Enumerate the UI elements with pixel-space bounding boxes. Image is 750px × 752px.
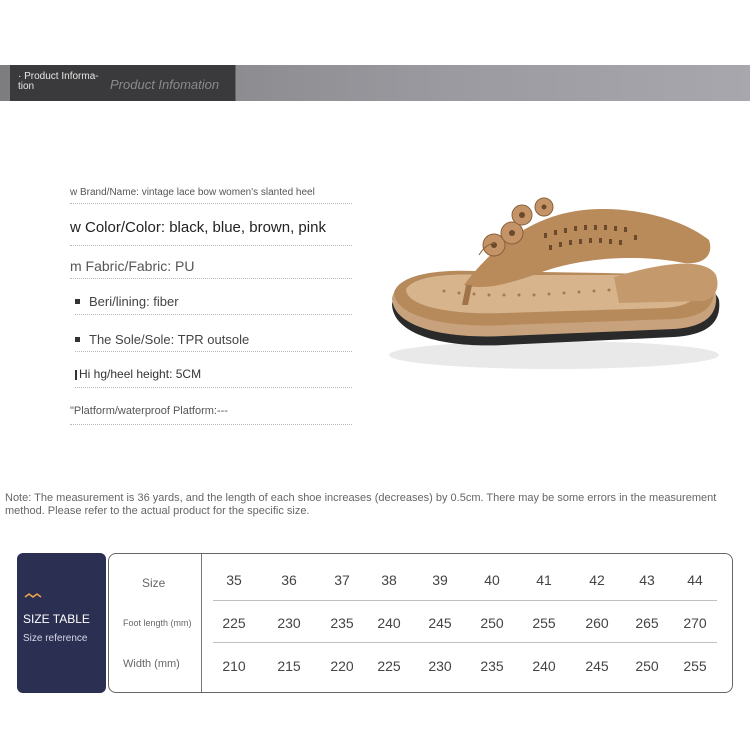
- wave-icon: [24, 591, 44, 601]
- foot-length-cell: 260: [585, 615, 609, 631]
- foot-length-cell: 245: [428, 615, 452, 631]
- width-cell: 225: [377, 658, 401, 674]
- size-cell: 35: [226, 572, 242, 588]
- spec-platform: "Platform/waterproof Platform:---: [70, 405, 352, 425]
- width-cell: 210: [222, 658, 246, 674]
- spec-brand: w Brand/Name: vintage lace bow women's slanted heel: [70, 187, 352, 204]
- foot-length-cell: 265: [635, 615, 659, 631]
- foot-length-cell: 270: [683, 615, 707, 631]
- spec-color: w Color/Color: black, blue, brown, pink: [70, 219, 352, 246]
- bullet-icon: [75, 370, 77, 380]
- width-cell: 245: [585, 658, 609, 674]
- row-separator: [213, 600, 717, 601]
- width-cell: 255: [683, 658, 707, 674]
- row-label-width: Width (mm): [123, 658, 180, 670]
- row-label-foot-length: Foot length (mm): [123, 618, 192, 628]
- foot-length-cell: 230: [277, 615, 301, 631]
- size-cell: 41: [536, 572, 552, 588]
- foot-length-cell: 235: [330, 615, 354, 631]
- size-cell: 38: [381, 572, 397, 588]
- banner-tab: [10, 65, 236, 101]
- size-cell: 40: [484, 572, 500, 588]
- measurement-note: Note: The measurement is 36 yards, and the length of each shoe increases (decreases) by 0.5cm. There may be some errors in the measurement method. Please refer to the actual product for the specific size.: [5, 492, 717, 517]
- spec-fabric: m Fabric/Fabric: PU: [70, 258, 352, 279]
- bullet-icon: [75, 337, 80, 342]
- size-cell: 37: [334, 572, 350, 588]
- banner-english-label: Product Infomation: [110, 77, 220, 92]
- spec-sole: The Sole/Sole: TPR outsole: [75, 332, 352, 352]
- width-cell: 220: [330, 658, 354, 674]
- sandal-image: [384, 185, 724, 375]
- size-table: [108, 553, 733, 693]
- width-cell: 240: [532, 658, 556, 674]
- foot-length-cell: 250: [480, 615, 504, 631]
- foot-length-cell: 225: [222, 615, 246, 631]
- size-cell: 42: [589, 572, 605, 588]
- size-table-title: SIZE TABLE: [23, 612, 90, 626]
- size-cell: 39: [432, 572, 448, 588]
- size-table-label: [17, 553, 106, 693]
- width-cell: 230: [428, 658, 452, 674]
- column-divider: [201, 554, 202, 692]
- size-cell: 44: [687, 572, 703, 588]
- bullet-icon: [75, 299, 80, 304]
- spec-heel: Hi hg/heel height: 5CM: [75, 367, 352, 388]
- foot-length-cell: 240: [377, 615, 401, 631]
- product-info-banner: [0, 65, 750, 101]
- spec-lining: Beri/lining: fiber: [75, 294, 352, 315]
- banner-tab-label: · Product Informa-tion: [18, 71, 99, 92]
- row-separator: [213, 642, 717, 643]
- width-cell: 215: [277, 658, 301, 674]
- size-table-subtitle: Size reference: [23, 633, 88, 644]
- size-cell: 43: [639, 572, 655, 588]
- foot-length-cell: 255: [532, 615, 556, 631]
- width-cell: 250: [635, 658, 659, 674]
- size-cell: 36: [281, 572, 297, 588]
- width-cell: 235: [480, 658, 504, 674]
- row-label-size: Size: [142, 576, 166, 590]
